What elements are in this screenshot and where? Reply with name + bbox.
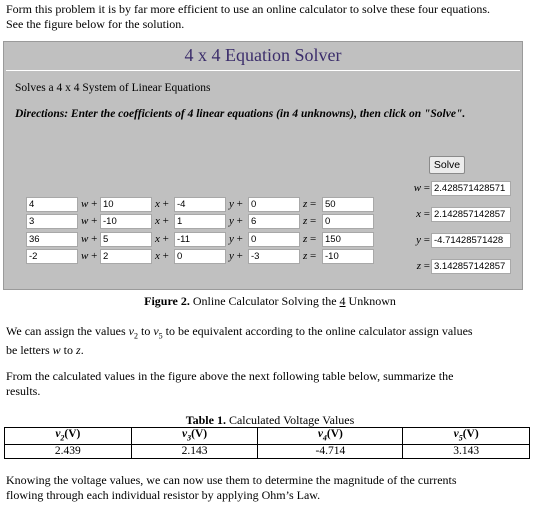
header-v5	[403, 428, 530, 445]
text-segment: We can assign the values	[6, 324, 129, 338]
label-y-row-2: y +	[229, 215, 243, 227]
summary-line-1: From the calculated values in the figure above the next following table below, summarize the	[6, 369, 454, 383]
intro-line-2: See the figure below for the solution.	[6, 17, 185, 31]
result-x[interactable]: 2.142857142857	[431, 207, 511, 222]
figure-label: Figure 2.	[144, 294, 190, 308]
coef-y-row-1[interactable]: -4	[174, 197, 226, 212]
voltage-table	[4, 427, 530, 459]
result-label-y: y =	[416, 234, 430, 246]
label-w-row-1: w +	[81, 198, 98, 210]
result-label-z: z =	[416, 260, 430, 272]
solve-button[interactable]: Solve	[429, 156, 465, 174]
header-unit: (V)	[191, 428, 208, 440]
figure-caption-tail: Unknown	[345, 294, 396, 308]
var-v5: v	[153, 324, 159, 338]
header-unit: (V)	[326, 428, 343, 440]
header-v4	[258, 428, 403, 445]
intro-line-1: Form this problem it is by far more efficient to use an online calculator to solve these four equations.	[6, 2, 490, 16]
coef-w-row-1[interactable]: 4	[26, 197, 78, 212]
text-segment: to	[138, 324, 154, 338]
coef-x-row-2[interactable]: -10	[100, 214, 152, 229]
figure-caption-number: 4	[339, 294, 346, 308]
const-row-3[interactable]: 150	[322, 232, 374, 247]
label-x-row-3: x +	[155, 233, 169, 245]
header-var: v	[453, 428, 459, 440]
label-w-row-4: w +	[81, 250, 98, 262]
text-segment: .	[80, 343, 84, 358]
assignment-line-2	[6, 343, 534, 358]
header-var: v	[317, 428, 323, 440]
label-y-row-1: y +	[229, 198, 243, 210]
result-w[interactable]: 2.428571428571	[431, 181, 511, 196]
coef-x-row-4[interactable]: 2	[100, 249, 152, 264]
label-z-row-4: z =	[303, 250, 317, 262]
solver-description: Solves a 4 x 4 System of Linear Equations	[15, 82, 211, 94]
figure-caption-text: Online Calculator Solving the	[189, 294, 340, 308]
label-w-row-3: w +	[81, 233, 98, 245]
text-segment: be letters	[6, 343, 53, 358]
ohms-law-paragraph	[6, 473, 534, 503]
ohms-line-1: Knowing the voltage values, we can now use them to determine the magnitude of the currents	[6, 473, 457, 487]
header-unit: (V)	[462, 428, 479, 440]
value-v4: -4.714	[258, 445, 403, 459]
text-segment: to	[60, 343, 77, 358]
var-z: z	[76, 343, 81, 358]
coef-y-row-2[interactable]: 1	[174, 214, 226, 229]
intro-paragraph	[6, 2, 534, 32]
coef-x-row-3[interactable]: 5	[100, 232, 152, 247]
label-x-row-4: x +	[155, 250, 169, 262]
header-unit: (V)	[64, 428, 81, 440]
label-w-row-2: w +	[81, 215, 98, 227]
equation-solver-panel	[3, 41, 523, 290]
table-row	[5, 445, 530, 459]
coef-x-row-1[interactable]: 10	[100, 197, 152, 212]
const-row-1[interactable]: 50	[322, 197, 374, 212]
text-segment: to be equivalent according to the online calculator assign values	[162, 324, 473, 338]
coef-z-row-2[interactable]: 6	[248, 214, 300, 229]
header-var: v	[55, 428, 61, 440]
table-title-text: Calculated Voltage Values	[225, 413, 355, 427]
sub-2: 2	[134, 331, 138, 341]
coef-z-row-3[interactable]: 0	[248, 232, 300, 247]
label-x-row-2: x +	[155, 215, 169, 227]
summary-paragraph	[6, 369, 534, 399]
var-v2: v	[128, 324, 134, 338]
result-label-w: w =	[413, 182, 430, 194]
title-divider	[6, 70, 520, 71]
label-z-row-2: z =	[303, 215, 317, 227]
label-x-row-1: x +	[155, 198, 169, 210]
summary-line-2: results.	[6, 384, 41, 398]
label-y-row-4: y +	[229, 250, 243, 262]
header-sub: 5	[458, 433, 463, 443]
const-row-4[interactable]: -10	[322, 249, 374, 264]
table-header-row	[5, 428, 530, 445]
result-z[interactable]: 3.142857142857	[431, 259, 511, 274]
var-w: w	[52, 343, 61, 358]
coef-y-row-4[interactable]: 0	[174, 249, 226, 264]
result-label-x: x =	[416, 208, 430, 220]
coef-z-row-4[interactable]: -3	[248, 249, 300, 264]
result-y[interactable]: -4.71428571428	[431, 233, 511, 248]
ohms-line-2: flowing through each individual resistor by applying Ohm’s Law.	[6, 488, 321, 502]
value-v3: 2.143	[131, 445, 258, 459]
assignment-paragraph	[6, 324, 534, 358]
value-v5: 3.143	[403, 445, 530, 459]
header-sub: 3	[187, 433, 192, 443]
table-label: Table 1.	[185, 413, 226, 427]
value-v2: 2.439	[5, 445, 132, 459]
coef-w-row-3[interactable]: 36	[26, 232, 78, 247]
table-title	[0, 413, 540, 428]
coef-w-row-2[interactable]: 3	[26, 214, 78, 229]
sub-5: 5	[158, 331, 163, 341]
const-row-2[interactable]: 0	[322, 214, 374, 229]
coef-w-row-4[interactable]: -2	[26, 249, 78, 264]
header-v3	[131, 428, 258, 445]
header-v2	[5, 428, 132, 445]
label-z-row-3: z =	[303, 233, 317, 245]
solver-directions: Directions: Enter the coefficients of 4 linear equations (in 4 unknowns), then click on "Solve".	[15, 108, 466, 120]
header-var: v	[182, 428, 188, 440]
label-z-row-1: z =	[303, 198, 317, 210]
header-sub: 2	[60, 433, 65, 443]
assignment-line-1	[6, 324, 534, 343]
coef-y-row-3[interactable]: -11	[174, 232, 226, 247]
figure-caption	[0, 294, 540, 309]
coef-z-row-1[interactable]: 0	[248, 197, 300, 212]
solver-title: 4 x 4 Equation Solver	[184, 45, 342, 65]
label-y-row-3: y +	[229, 233, 243, 245]
header-sub: 4	[322, 433, 327, 443]
